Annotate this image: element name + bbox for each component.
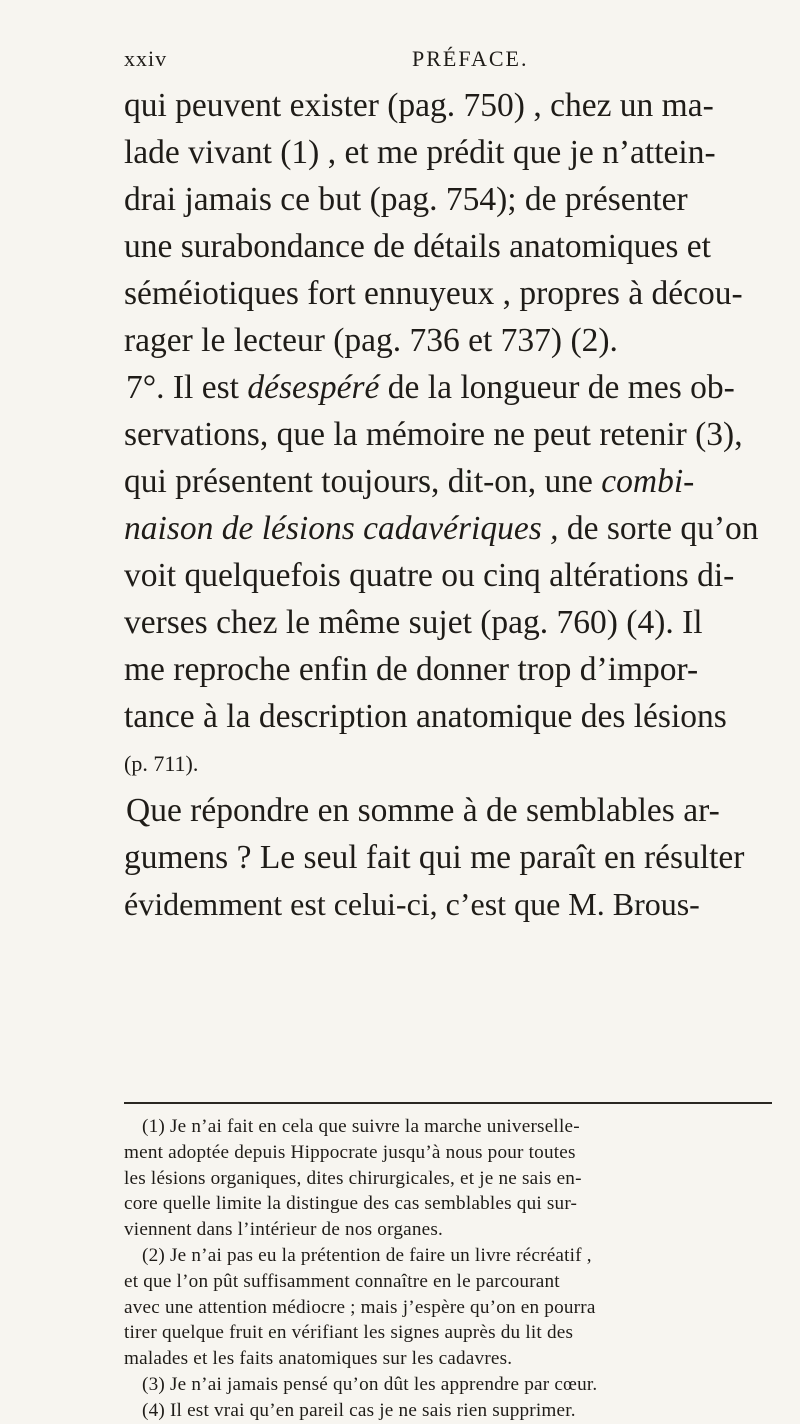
body-line: me reproche enfin de donner trop d’impor- bbox=[124, 651, 699, 688]
body-line: évidemment est celui-ci, c’est que M. Brous- bbox=[124, 886, 700, 922]
footnote-line: les lésions organiques, dites chirurgicales, et je ne sais en- bbox=[124, 1167, 582, 1189]
footnote-line: (1) Je n’ai fait en cela que suivre la marche universelle- bbox=[142, 1116, 580, 1137]
emphasis-text: naison de lésions cadavériques , bbox=[124, 510, 559, 547]
footnote-line: tirer quelque fruit en vérifiant les signes auprès du lit des bbox=[124, 1322, 574, 1344]
body-segment: de sorte qu’on bbox=[566, 510, 759, 547]
body-line: Que répondre en somme à de semblables ar- bbox=[126, 792, 720, 829]
footnote-line: (3) Je n’ai jamais pensé qu’on dût les apprendre par cœur. bbox=[142, 1373, 598, 1395]
body-line bbox=[124, 505, 774, 552]
body-line: rager le lecteur (pag. 736 et 737) (2). bbox=[124, 322, 618, 359]
emphasis-text: combi- bbox=[601, 463, 695, 500]
footnote-line: (4) Il est vrai qu’en pareil cas je ne sais rien supprimer. bbox=[142, 1399, 576, 1421]
body-segment: 7°. Il est bbox=[126, 369, 239, 406]
body-line: qui peuvent exister (pag. 750) , chez un ma- bbox=[124, 87, 714, 124]
body-line: servations, que la mémoire ne peut retenir (3), bbox=[124, 416, 743, 453]
footnote-line: ment adoptée depuis Hippocrate jusqu’à nous pour toutes bbox=[124, 1141, 576, 1163]
body-line: lade vivant (1) , et me prédit que je n’attein- bbox=[124, 134, 716, 171]
body-line: tance à la description anatomique des lésions bbox=[124, 698, 727, 735]
body-line bbox=[124, 364, 774, 411]
footnote-line: avec une attention médiocre ; mais j’espère qu’on en pourra bbox=[124, 1296, 596, 1318]
footnote-divider bbox=[124, 1102, 772, 1104]
page-number: xxiv bbox=[124, 46, 168, 71]
body-line: gumens ? Le seul fait qui me paraît en résulter bbox=[124, 839, 745, 876]
footnote-line: core quelle limite la distingue des cas semblables qui sur- bbox=[124, 1193, 578, 1215]
body-line: drai jamais ce but (pag. 754); de présenter bbox=[124, 181, 688, 218]
body-segment: qui présentent toujours, dit-on, une bbox=[124, 463, 593, 500]
body-text bbox=[124, 82, 774, 928]
body-line: (p. 711). bbox=[124, 751, 199, 776]
body-segment: de la longueur de mes ob- bbox=[387, 369, 735, 406]
body-line bbox=[124, 458, 774, 505]
footnote-line: et que l’on pût suffisamment connaître en le parcourant bbox=[124, 1270, 560, 1292]
body-line: voit quelquefois quatre ou cinq altérations di- bbox=[124, 557, 735, 594]
footnote-line: viennent dans l’intérieur de nos organes. bbox=[124, 1219, 444, 1241]
body-line: verses chez le même sujet (pag. 760) (4). Il bbox=[124, 604, 703, 641]
body-line: une surabondance de détails anatomiques et bbox=[124, 228, 711, 265]
footnote-line: (2) Je n’ai pas eu la prétention de faire un livre récréatif , bbox=[142, 1244, 592, 1266]
running-head: PRÉFACE. bbox=[412, 46, 529, 71]
footnote-line: malades et les faits anatomiques sur les cadavres. bbox=[124, 1348, 513, 1370]
page-header bbox=[124, 46, 744, 76]
body-line: séméiotiques fort ennuyeux , propres à décou- bbox=[124, 275, 743, 312]
footnotes bbox=[124, 1114, 774, 1424]
emphasis-text: désespéré bbox=[247, 369, 380, 406]
